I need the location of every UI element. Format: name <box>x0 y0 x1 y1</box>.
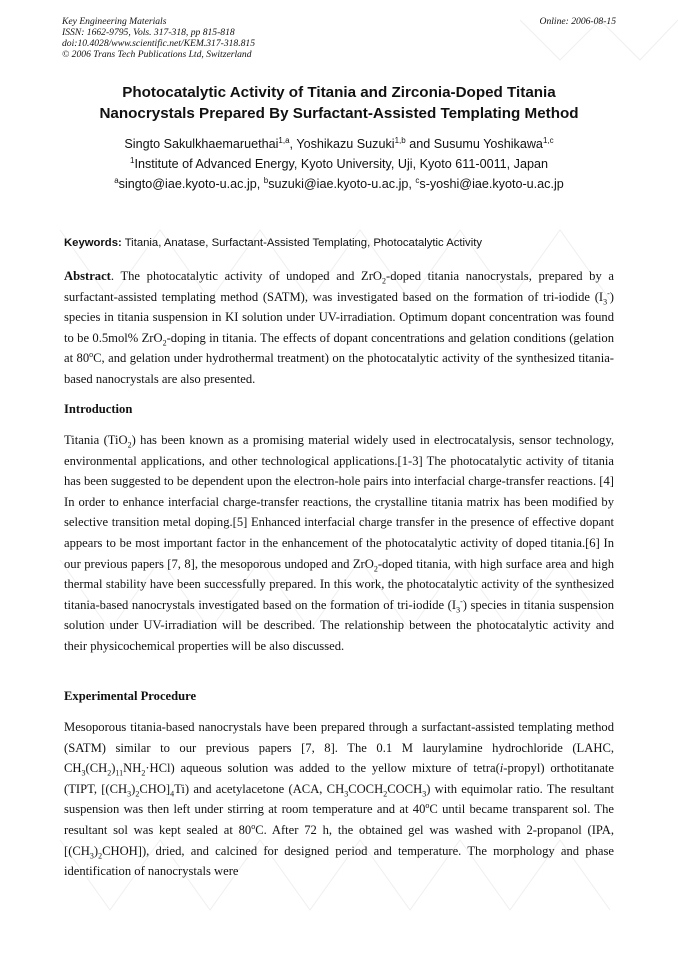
paper-title <box>40 82 638 124</box>
online-date: Online: 2006-08-15 <box>539 16 616 27</box>
email-a: singto@iae.kyoto-u.ac.jp, <box>118 177 261 191</box>
exp-sup-1: o <box>425 801 430 811</box>
email-a-sup: a <box>114 175 119 185</box>
exp-text-14: C until became transparent sol. The resultant sol was kept sealed at 80 <box>64 802 615 837</box>
exp-text-3: ) <box>111 761 116 776</box>
affiliation <box>40 154 638 174</box>
exp-text-9: CHO] <box>139 781 171 796</box>
keywords-label: Keywords: <box>64 237 122 249</box>
abstract-paragraph <box>64 266 614 390</box>
author-emails <box>40 174 638 194</box>
copyright-line: © 2006 Trans Tech Publications Ltd, Switzerland <box>62 49 252 60</box>
exp-text-11: COCH <box>348 781 384 796</box>
exp-sub-3: 11 <box>115 768 124 778</box>
exp-sub-11: 3 <box>89 851 94 861</box>
exp-text-17: CHOH]), dried, and calcined for designed period and temperature. The morphology and phase identification of nanocrystals were <box>64 843 614 879</box>
exp-sub-6: 2 <box>135 789 140 799</box>
intro-text-4: ) species in titania suspension solution under UV-irradiation will be described. The relationship between the photocatalytic activity and their physicochemical properties will be also discussed. <box>64 597 614 653</box>
exp-text-8: ) <box>131 781 136 796</box>
abstract-text-2: -doped titania nanocrystals, prepared by a surfactant-assisted templating method (SATM), was investigated based on the formation of tri-iodide (I <box>64 269 614 304</box>
email-c: s-yoshi@iae.kyoto-u.ac.jp <box>419 177 564 191</box>
introduction-heading: Introduction <box>64 402 133 416</box>
abstract-sup-2: o <box>89 350 94 360</box>
email-b: suzuki@iae.kyoto-u.ac.jp, <box>268 177 412 191</box>
exp-sub-5: 3 <box>127 789 132 799</box>
author-1: Singto Sakulkhaemaruethai <box>124 137 279 151</box>
keywords-text: Titania, Anatase, Surfactant-Assisted Templating, Photocatalytic Activity <box>124 237 482 249</box>
exp-text-10: Ti) and acetylacetone (ACA, CH <box>174 781 345 796</box>
intro-sub-1: 2 <box>127 440 132 450</box>
exp-text-2: (CH <box>85 761 108 776</box>
exp-text-4: NH <box>123 761 142 776</box>
exp-text-5: ·HCl) aqueous solution was added to the yellow mixture of tetra( <box>145 761 500 776</box>
intro-sup-1: - <box>460 596 463 606</box>
abstract-text-1: . The photocatalytic activity of undoped and ZrO <box>110 269 383 283</box>
exp-sub-2: 2 <box>107 768 112 778</box>
author-3: Susumu Yoshikawa <box>433 137 543 151</box>
affiliation-sup: 1 <box>130 155 135 165</box>
abstract-sup-1: - <box>607 288 610 298</box>
abstract-label: Abstract <box>64 269 111 283</box>
intro-text-3: -doped titania, with high surface area and high thermal stability have been successfully prepared. In this work, the photocatalytic activity of the synthesized titania-based nanocrystals investigated based on the formation of tri-iodide (I <box>64 556 614 612</box>
title-line-2: Nanocrystals Prepared By Surfactant-Assisted Templating Method <box>99 105 579 122</box>
affiliation-text: Institute of Advanced Energy, Kyoto University, Uji, Kyoto 611-0011, Japan <box>134 157 548 171</box>
abstract-sub-3: 2 <box>162 338 167 348</box>
abstract-sub-1: 2 <box>382 276 387 286</box>
exp-sub-1: 3 <box>81 768 86 778</box>
abstract-text-5: C, and gelation under hydrothermal treatment) on the photocatalytic activity of the synthesized titania-based nanocrystals are also presented. <box>64 351 614 386</box>
exp-sub-9: 2 <box>383 789 388 799</box>
author-names: Singto Sakulkhaemaruethai$^{1,a}$, Yoshikazu Suzuki$^{1,b}$ and Susumu Yoshikawa$^{1,c}$ <box>124 135 554 151</box>
journal-header <box>62 16 616 60</box>
intro-text-2: ) has been known as a promising material widely used in electrocatalysis, sensor technology, environmental applications, and other technological applications.[1-3] The photocatalytic activity of titania has been suggested to be dependent upon the electron-hole pairs into interfacial charge-transfer reactions. [4] In order to enhance interfacial charge-transfer reactions, the crystalline titania matrix has been modified by selective transition metal doping.[5] Enhanced interfacial charge transfer in the presence of effective dopant appears to be most important factor in the enhancement of the photocatalytic activity of doped titania.[6] In our previous papers [7, 8], the mesoporous undoped and ZrO <box>64 433 614 571</box>
exp-text-13: ) with equimolar ratio. The resultant suspension was then left under stirring at room temperature and at 40 <box>64 781 614 817</box>
exp-sub-8: 3 <box>344 789 349 799</box>
exp-text-7: -propyl) orthotitanate (TIPT, [(CH <box>64 761 615 796</box>
experimental-paragraph <box>64 717 614 882</box>
exp-text-15: C. After 72 h, the obtained gel was washed with 2-propanol (IPA, [(CH <box>64 822 614 858</box>
abstract-text-4: -doping in titania. The effects of dopant concentrations and gelation conditions (gelation at 80 <box>64 330 615 366</box>
exp-text-12: COCH <box>387 781 423 796</box>
author-2-sup: 1,b <box>394 135 406 145</box>
title-line-1: Photocatalytic Activity of Titania and Zirconia-Doped Titania <box>122 84 556 101</box>
exp-text-6: i <box>499 761 504 776</box>
exp-sub-10: 3 <box>422 789 427 799</box>
exp-sub-12: 2 <box>98 851 103 861</box>
keywords <box>64 237 614 249</box>
exp-sub-4: 2 <box>141 768 146 778</box>
issn-line: ISSN: 1662-9795, Vols. 317-318, pp 815-818 <box>62 27 235 38</box>
doi-line: doi:10.4028/www.scientific.net/KEM.317-318.815 <box>62 38 256 49</box>
author-and: and <box>409 137 431 151</box>
author-block <box>40 134 638 194</box>
exp-text-1: Mesoporous titania-based nanocrystals have been prepared through a surfactant-assisted templating method (SATM) similar to our previous papers [7, 8]. The 0.1 M laurylamine hydrochloride (LAHC, CH <box>64 720 614 776</box>
exp-sub-7: 4 <box>170 789 175 799</box>
experimental-heading: Experimental Procedure <box>64 689 197 703</box>
email-c-sup: c <box>415 175 420 185</box>
abstract-sub-2: 3 <box>603 297 608 307</box>
intro-text-1: Titania (TiO <box>64 433 128 447</box>
email-b-sup: b <box>263 175 269 185</box>
exp-sup-2: o <box>251 821 256 831</box>
introduction-paragraph <box>64 430 614 657</box>
abstract-text-3: ) species in titania suspension in KI solution under UV-irradiation. Optimum dopant concentration was found to be 0.5mol% ZrO <box>64 289 614 345</box>
exp-text-16: ) <box>93 843 99 858</box>
author-3-sup: 1,c <box>542 135 554 145</box>
author-2: Yoshikazu Suzuki <box>296 137 395 151</box>
intro-sub-3: 3 <box>456 605 461 615</box>
intro-sub-2: 2 <box>373 564 378 574</box>
journal-name: Key Engineering Materials <box>62 16 167 27</box>
author-1-sup: 1,a <box>278 135 290 145</box>
